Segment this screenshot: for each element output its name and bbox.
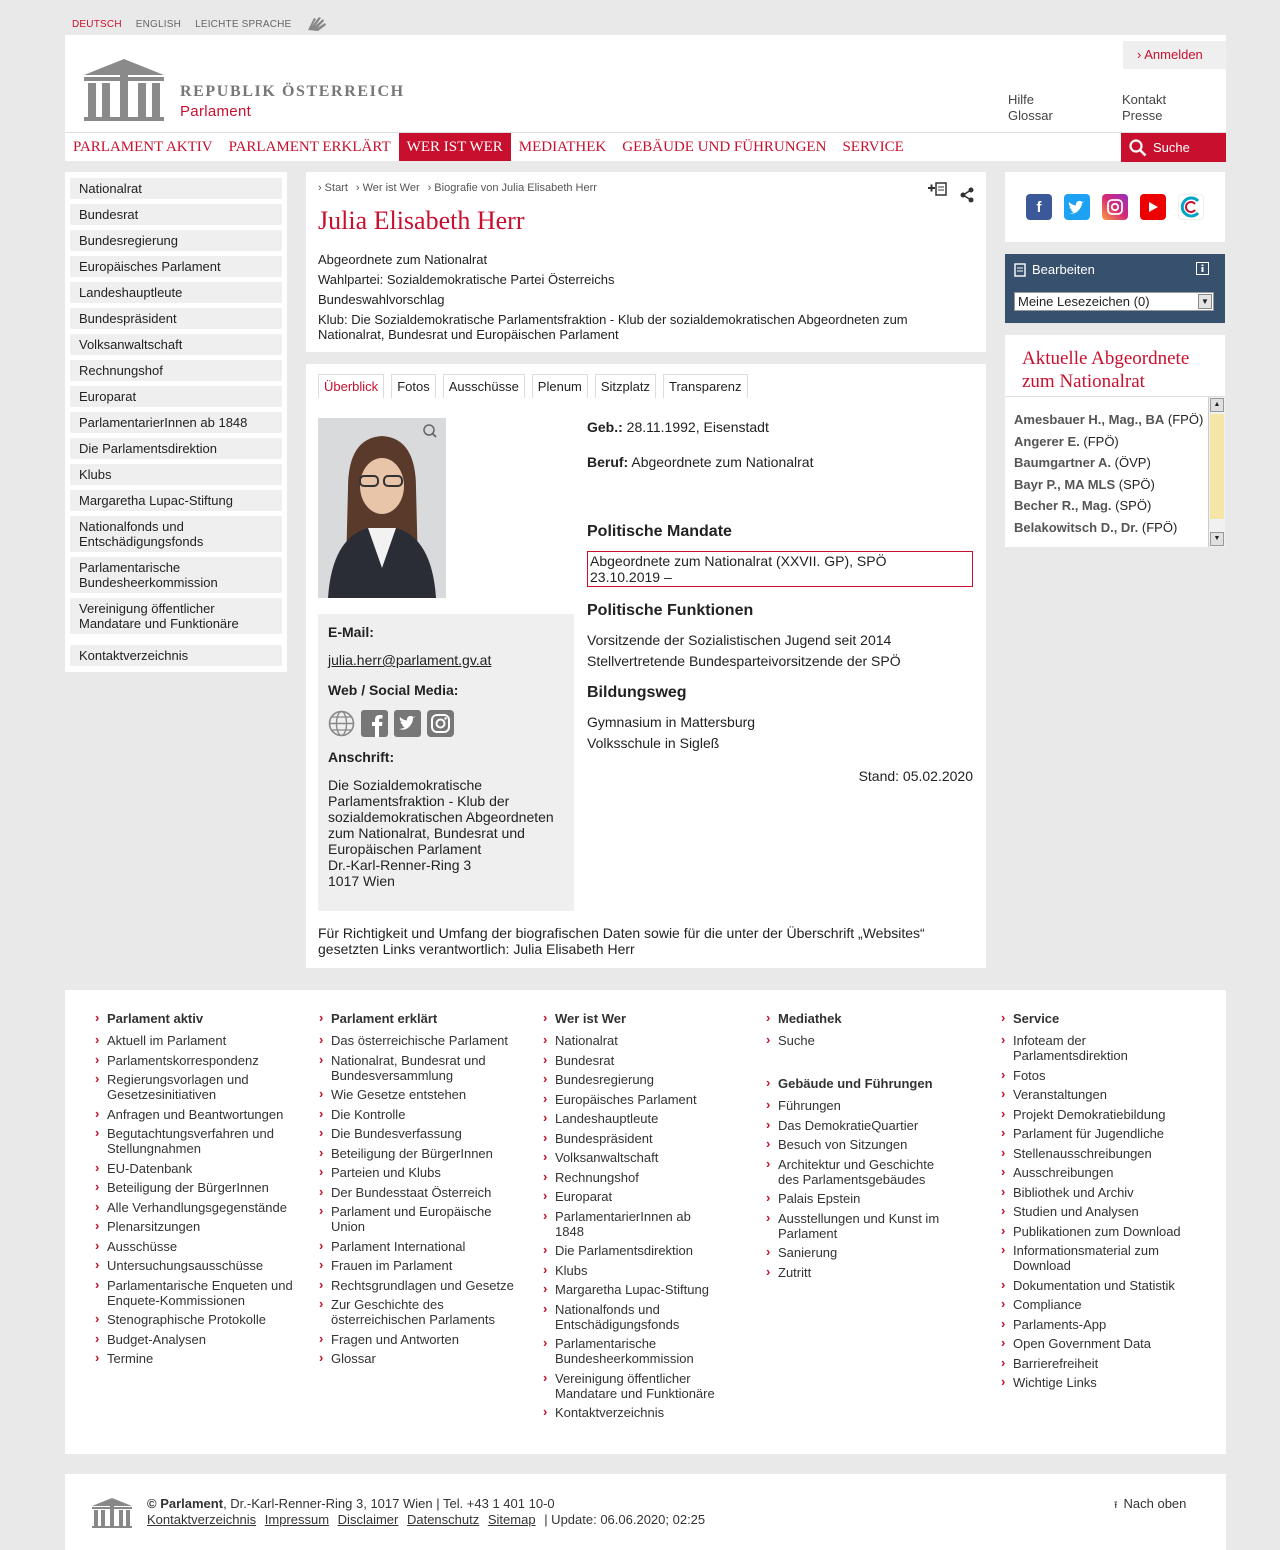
footer-link[interactable]: › Studien und Analysen: [1001, 1204, 1191, 1219]
sidebar-item-rechnungshof[interactable]: Rechnungshof: [70, 360, 282, 381]
footer-link[interactable]: › Volksanwaltschaft: [543, 1150, 723, 1165]
footer-link[interactable]: › Klubs: [543, 1263, 723, 1278]
bookmark-panel: [1005, 254, 1225, 323]
footer-link[interactable]: › Beteiligung der BürgerInnen: [95, 1180, 295, 1195]
scroll-up-icon[interactable]: ▲: [1210, 398, 1224, 412]
parliament-logo-icon[interactable]: [80, 55, 168, 121]
sidebar-item-bundesheerkommission[interactable]: Parlamentarische Bundesheerkommission: [70, 557, 282, 593]
twitter-icon[interactable]: [394, 710, 421, 737]
person-name: Julia Elisabeth Herr: [318, 206, 525, 235]
footer-link[interactable]: › Informationsmaterial zum Download: [1001, 1243, 1191, 1273]
nav-mediathek[interactable]: MEDIATHEK: [518, 139, 607, 155]
sidebar-item-parlamentsdirektion[interactable]: Die Parlamentsdirektion: [70, 438, 282, 459]
birth-row: Geb.: 28.11.1992, Eisenstadt: [587, 419, 769, 435]
footer-link[interactable]: › Europarat: [543, 1189, 723, 1204]
footer-link[interactable]: › Rechnungshof: [543, 1170, 723, 1185]
footer-link[interactable]: › Open Government Data: [1001, 1336, 1191, 1351]
scroll-down-icon[interactable]: ▼: [1210, 532, 1224, 546]
footer-link[interactable]: › Alle Verhandlungsgegenstände: [95, 1200, 295, 1215]
footer-link[interactable]: › EU-Datenbank: [95, 1161, 295, 1176]
nav-parlament-aktiv[interactable]: PARLAMENT AKTIV: [73, 139, 213, 155]
footer-link-impressum[interactable]: Impressum: [264, 1512, 330, 1527]
job-row: Beruf: Abgeordnete zum Nationalrat: [587, 454, 814, 470]
scroll-thumb[interactable]: [1210, 414, 1224, 519]
footer-link[interactable]: › Nationalfonds und Entschädigungsfonds: [543, 1302, 723, 1332]
footer-link[interactable]: › Europäisches Parlament: [543, 1092, 723, 1107]
footer-link[interactable]: › Barrierefreiheit: [1001, 1356, 1191, 1371]
footer-link[interactable]: › Stenographische Protokolle: [95, 1312, 295, 1327]
footer-col-gebaeude: [766, 1076, 956, 1284]
tab-plenum[interactable]: Plenum: [532, 374, 588, 398]
bearbeiten-label[interactable]: Bearbeiten: [1032, 262, 1095, 277]
nav-wer-ist-wer[interactable]: WER IST WER: [399, 133, 511, 161]
facebook-icon[interactable]: [361, 710, 388, 737]
sidebar-item-europarat[interactable]: Europarat: [70, 386, 282, 407]
glossary-link[interactable]: Glossar: [1008, 108, 1053, 123]
bookmark-icon: [1014, 263, 1026, 277]
footer-col-wer-ist-wer: [543, 1011, 723, 1425]
parliament-app-icon[interactable]: [1178, 194, 1204, 220]
footer-col-heading[interactable]: › Wer ist Wer: [543, 1011, 723, 1026]
sidebar: [65, 172, 287, 672]
breadcrumb-current: › Biografie von Julia Elisabeth Herr: [428, 182, 597, 194]
web-label: Web / Social Media:: [328, 682, 459, 698]
footer-link[interactable]: › Das österreichische Parlament: [319, 1033, 519, 1048]
footer-link-sitemap[interactable]: Sitemap: [487, 1512, 536, 1527]
sign-language-icon[interactable]: [305, 14, 331, 34]
person-content: [306, 364, 986, 968]
current-mps-panel: [1005, 335, 1225, 547]
nav-service[interactable]: SERVICE: [842, 139, 904, 155]
footer-link[interactable]: › Zutritt: [766, 1265, 956, 1280]
footer-link[interactable]: › Besuch von Sitzungen: [766, 1137, 956, 1152]
footer-link[interactable]: › Parlamentarische Bundesheerkommission: [543, 1336, 723, 1366]
footer-link[interactable]: › Bibliothek und Archiv: [1001, 1185, 1191, 1200]
sidebar-item-bundesregierung[interactable]: Bundesregierung: [70, 230, 282, 251]
footer-col-heading[interactable]: › Service: [1001, 1011, 1191, 1026]
education-list: Gymnasium in Mattersburg Volksschule in Sigleß: [587, 714, 756, 751]
breadcrumb-start[interactable]: › Start: [318, 182, 348, 194]
person-header: [306, 172, 986, 352]
login-button[interactable]: › Anmelden: [1123, 41, 1226, 69]
lang-english[interactable]: ENGLISH: [135, 18, 182, 30]
functions-heading: Politische Funktionen: [587, 602, 754, 619]
footer-link[interactable]: › Termine: [95, 1351, 295, 1366]
header-links-left: [1008, 92, 1053, 124]
footer-link[interactable]: › Ausschreibungen: [1001, 1165, 1191, 1180]
main-nav: [65, 132, 1226, 161]
help-link[interactable]: Hilfe: [1008, 92, 1035, 107]
footer-link[interactable]: › Margaretha Lupac-Stiftung: [543, 1282, 723, 1297]
footer-update: | Update: 06.06.2020; 02:25: [544, 1512, 706, 1527]
social-icons: [328, 710, 564, 737]
sidebar-item-volksanwaltschaft[interactable]: Volksanwaltschaft: [70, 334, 282, 355]
footer-link[interactable]: › Bundesrat: [543, 1053, 723, 1068]
nav-gebaeude[interactable]: GEBÄUDE UND FÜHRUNGEN: [622, 139, 827, 155]
functions-list: Vorsitzende der Sozialistischen Jugend seit 2014 Stellvertretende Bundesparteivorsitzende der SPÖ: [587, 632, 901, 669]
footer-link[interactable]: › Die Bundesverfassung: [319, 1126, 519, 1141]
bookmarks-select[interactable]: Meine Lesezeichen (0) ▼: [1014, 292, 1214, 311]
mp-list-item[interactable]: Angerer E. (FPÖ): [1014, 433, 1119, 449]
sidebar-item-parlamentarierinnen[interactable]: ParlamentarierInnen ab 1848: [70, 412, 282, 433]
mp-list-scrollbar[interactable]: [1208, 397, 1225, 547]
person-list: Bundeswahlvorschlag: [318, 292, 445, 307]
footer-link[interactable]: › Vereinigung öffentlicher Mandatare und Funktionäre: [543, 1371, 723, 1401]
person-club: Klub: Die Sozialdemokratische Parlamentsfraktion - Klub der sozialdemokratischen Abgeordneten zum Nationalrat, Bundesrat und Europäischen Parlament: [318, 312, 908, 342]
footer-link[interactable]: › Bundesregierung: [543, 1072, 723, 1087]
sidebar-item-bundespraesident[interactable]: Bundespräsident: [70, 308, 282, 329]
mp-list-item[interactable]: Becher R., Mag. (SPÖ): [1014, 498, 1152, 513]
footer-link[interactable]: › Ausstellungen und Kunst im Parlament: [766, 1211, 956, 1241]
add-bookmark-icon[interactable]: [928, 181, 948, 197]
twitter-icon[interactable]: [1064, 194, 1090, 220]
site-title: REPUBLIK ÖSTERREICH: [180, 83, 405, 100]
sidebar-item-kontaktverzeichnis[interactable]: Kontaktverzeichnis: [70, 645, 282, 666]
footer-link[interactable]: › Anfragen und Beantwortungen: [95, 1107, 295, 1122]
footer-link[interactable]: › Fotos: [1001, 1068, 1191, 1083]
footer-link[interactable]: › Führungen: [766, 1098, 956, 1113]
footer-link[interactable]: › Wichtige Links: [1001, 1375, 1191, 1390]
website-icon[interactable]: [328, 710, 355, 737]
bio-column: [587, 419, 973, 784]
current-mps-title: Aktuelle Abgeordnete zum Nationalrat: [1022, 348, 1190, 392]
footer-link[interactable]: › Stellenausschreibungen: [1001, 1146, 1191, 1161]
header-links-right: [1122, 92, 1166, 124]
footer-col-heading[interactable]: › Parlament erklärt: [319, 1011, 519, 1026]
footer-link[interactable]: › Regierungsvorlagen und Gesetzesinitiativen: [95, 1072, 295, 1102]
tab-fotos[interactable]: Fotos: [391, 374, 436, 398]
footer-link[interactable]: › Untersuchungsausschüsse: [95, 1258, 295, 1273]
email-link[interactable]: julia.herr@parlament.gv.at: [328, 652, 492, 668]
sidebar-item-landeshauptleute[interactable]: Landeshauptleute: [70, 282, 282, 303]
footer-link[interactable]: › Plenarsitzungen: [95, 1219, 295, 1234]
footer-col-service: [1001, 1011, 1191, 1395]
footer-col-parlament-aktiv: [95, 1011, 295, 1371]
lang-deutsch[interactable]: DEUTSCH: [72, 18, 122, 30]
mp-list-item[interactable]: Bayr P., MA MLS (SPÖ): [1014, 476, 1155, 492]
footer-link[interactable]: › Ausschüsse: [95, 1239, 295, 1254]
footer-link[interactable]: › ParlamentarierInnen ab 1848: [543, 1209, 723, 1239]
footer-link[interactable]: › Rechtsgrundlagen und Gesetze: [319, 1278, 519, 1293]
stand-date: Stand: 05.02.2020: [858, 768, 973, 784]
footer-link[interactable]: › Parlament für Jugendliche: [1001, 1126, 1191, 1141]
address-text: Die Sozialdemokratische Parlamentsfraktion - Klub der sozialdemokratischen Abgeordneten zum Nationalrat, Bundesrat und Europäischen Parlament Dr.-Karl-Renner-Ring 3 1017 Wien: [328, 777, 554, 889]
share-icon[interactable]: [959, 187, 975, 203]
footer-link[interactable]: › Architektur und Geschichte des Parlamentsgebäudes: [766, 1157, 956, 1187]
footer-link[interactable]: › Zur Geschichte des österreichischen Parlaments: [319, 1297, 519, 1327]
sidebar-item-vereinigung[interactable]: Vereinigung öffentlicher Mandatare und Funktionäre: [70, 598, 282, 634]
tab-transparenz[interactable]: Transparenz: [663, 374, 748, 398]
sidebar-item-nationalrat[interactable]: Nationalrat: [70, 178, 282, 199]
sidebar-item-lupac[interactable]: Margaretha Lupac-Stiftung: [70, 490, 282, 511]
footer-link[interactable]: › Frauen im Parlament: [319, 1258, 519, 1273]
tab-bar: [318, 374, 748, 398]
mandate-box: Abgeordnete zum Nationalrat (XXVII. GP), SPÖ 23.10.2019 –: [587, 551, 973, 587]
footer-link[interactable]: › Aktuell im Parlament: [95, 1033, 295, 1048]
footer-link[interactable]: › Bundespräsident: [543, 1131, 723, 1146]
facebook-icon[interactable]: f: [1026, 194, 1052, 220]
person-meta: [318, 252, 938, 347]
contact-box: [318, 614, 574, 911]
site-header: [65, 35, 1226, 161]
sidebar-item-eu-parlament[interactable]: Europäisches Parlament: [70, 256, 282, 277]
footer-link[interactable]: › Nationalrat: [543, 1033, 723, 1048]
mp-list-viewport: [1005, 397, 1225, 547]
parliament-logo-icon[interactable]: [90, 1496, 134, 1528]
footer-link[interactable]: › Parlament International: [319, 1239, 519, 1254]
sidebar-item-bundesrat[interactable]: Bundesrat: [70, 204, 282, 225]
footer-link[interactable]: › Parlamentskorrespondenz: [95, 1053, 295, 1068]
info-icon[interactable]: [1196, 262, 1209, 275]
address-label: Anschrift:: [328, 749, 395, 765]
footer-link[interactable]: › Begutachtungsverfahren und Stellungnahmen: [95, 1126, 295, 1156]
footer-link[interactable]: › Parlamentarische Enqueten und Enquete-Kommissionen: [95, 1278, 295, 1308]
footer-link[interactable]: › Kontaktverzeichnis: [543, 1405, 723, 1420]
sidebar-item-klubs[interactable]: Klubs: [70, 464, 282, 485]
footer-link[interactable]: › Parteien und Klubs: [319, 1165, 519, 1180]
chevron-down-icon: ▼: [1198, 294, 1212, 309]
tab-ueberblick[interactable]: Überblick: [318, 374, 384, 398]
nav-parlament-erklaert[interactable]: PARLAMENT ERKLÄRT: [228, 139, 391, 155]
footer-link[interactable]: › Publikationen zum Download: [1001, 1224, 1191, 1239]
footer-link[interactable]: › Budget-Analysen: [95, 1332, 295, 1347]
footer-link[interactable]: › Das DemokratieQuartier: [766, 1118, 956, 1133]
instagram-icon[interactable]: [427, 710, 454, 737]
breadcrumb: [318, 182, 597, 194]
footer-link[interactable]: › Veranstaltungen: [1001, 1087, 1191, 1102]
footer-col-heading[interactable]: › Parlament aktiv: [95, 1011, 295, 1026]
lang-leichte-sprache[interactable]: LEICHTE SPRACHE: [195, 18, 292, 30]
tab-ausschuesse[interactable]: Ausschüsse: [443, 374, 525, 398]
footer-link[interactable]: › Landeshauptleute: [543, 1111, 723, 1126]
footer-link[interactable]: › Fragen und Antworten: [319, 1332, 519, 1347]
mp-list-item[interactable]: Amesbauer H., Mag., BA (FPÖ): [1014, 412, 1204, 427]
email-label: E-Mail:: [328, 624, 374, 640]
back-to-top-button[interactable]: ⭱ Nach oben: [1114, 1496, 1187, 1511]
bottom-bar: [65, 1474, 1226, 1550]
site-footer: [65, 990, 1226, 1454]
footer-link[interactable]: › Parlament und Europäische Union: [319, 1204, 519, 1234]
footer-link[interactable]: › Dokumentation und Statistik: [1001, 1278, 1191, 1293]
instagram-icon[interactable]: [1102, 194, 1128, 220]
footer-link-datenschutz[interactable]: Datenschutz: [406, 1512, 480, 1527]
breadcrumb-wer-ist-wer[interactable]: › Wer ist Wer: [356, 182, 420, 194]
footer-link[interactable]: › Die Kontrolle: [319, 1107, 519, 1122]
footer-link[interactable]: › Compliance: [1001, 1297, 1191, 1312]
footer-col-heading[interactable]: › Gebäude und Führungen: [766, 1076, 956, 1091]
sidebar-item-nationalfonds[interactable]: Nationalfonds und Entschädigungsfonds: [70, 516, 282, 552]
mp-list-item[interactable]: Baumgartner A. (ÖVP): [1014, 455, 1151, 470]
disclaimer-text: Für Richtigkeit und Umfang der biografischen Daten sowie für die unter der Überschrift „Websites“ gesetzten Links verantwortlich: Julia Elisabeth Herr: [318, 925, 925, 957]
footer-link[interactable]: › Projekt Demokratiebildung: [1001, 1107, 1191, 1122]
footer-link[interactable]: › Glossar: [319, 1351, 519, 1366]
footer-link[interactable]: › Sanierung: [766, 1245, 956, 1260]
footer-link[interactable]: › Die Parlamentsdirektion: [543, 1243, 723, 1258]
person-party: Wahlpartei: Sozialdemokratische Partei Österreichs: [318, 272, 615, 287]
press-link[interactable]: Presse: [1122, 108, 1163, 123]
mandates-heading: Politische Mandate: [587, 523, 732, 540]
footer-link[interactable]: › Infoteam der Parlamentsdirektion: [1001, 1033, 1191, 1063]
mp-list-item[interactable]: Belakowitsch D., Dr. (FPÖ): [1014, 519, 1178, 535]
footer-link[interactable]: › Nationalrat, Bundesrat und Bundesversammlung: [319, 1053, 519, 1083]
social-box: [1005, 172, 1225, 242]
footer-link[interactable]: › Parlaments-App: [1001, 1317, 1191, 1332]
footer-col-parlament-erklaert: [319, 1011, 519, 1371]
footer-copyright: © Parlament, Dr.-Karl-Renner-Ring 3, 1017 Wien | Tel. +43 1 401 10-0 Kontaktverzeichnis Impressum Disclaimer Datenschutz Sitemap | Update: 06.06.2020; 02:25: [147, 1496, 706, 1527]
footer-col-heading[interactable]: › Mediathek: [766, 1011, 956, 1026]
person-photo[interactable]: [318, 418, 446, 598]
site-subtitle: Parlament: [180, 103, 252, 120]
footer-link-disclaimer[interactable]: Disclaimer: [337, 1512, 399, 1527]
search-icon: [1129, 139, 1147, 157]
search-button[interactable]: Suche: [1121, 133, 1226, 162]
contact-link[interactable]: Kontakt: [1122, 92, 1167, 107]
person-role: Abgeordnete zum Nationalrat: [318, 252, 488, 267]
footer-link[interactable]: › Der Bundesstaat Österreich: [319, 1185, 519, 1200]
youtube-icon[interactable]: [1140, 194, 1166, 220]
language-bar: [72, 14, 331, 34]
footer-link[interactable]: › Beteiligung der BürgerInnen: [319, 1146, 519, 1161]
footer-link-kontaktverzeichnis[interactable]: Kontaktverzeichnis: [147, 1512, 257, 1527]
footer-link[interactable]: › Wie Gesetze entstehen: [319, 1087, 519, 1102]
tab-sitzplatz[interactable]: Sitzplatz: [595, 374, 656, 398]
mp-list: [1014, 412, 1209, 541]
arrow-up-icon: ⭱: [1114, 1500, 1118, 1511]
education-heading: Bildungsweg: [587, 684, 687, 701]
footer-link[interactable]: › Suche: [766, 1033, 956, 1048]
footer-col-mediathek: [766, 1011, 956, 1053]
footer-link[interactable]: › Palais Epstein: [766, 1191, 956, 1206]
